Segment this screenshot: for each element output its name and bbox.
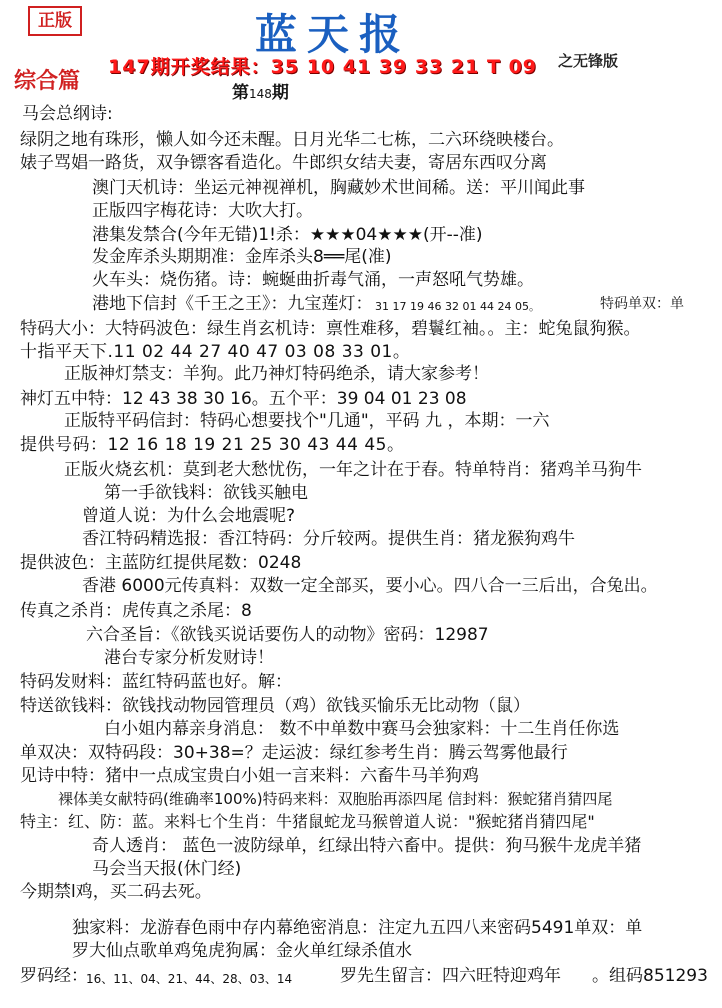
text-line: 16、11、04、21、44、28、03、14 — [86, 972, 293, 986]
issue-prefix: 第 — [232, 83, 249, 103]
text-line: 传真之杀肖：虎传真之杀尾：8 — [20, 601, 252, 621]
text-line: 。组码851293 — [592, 966, 708, 986]
text-line: 港地下信封《千王之王》：九宝莲灯： — [92, 294, 373, 314]
text-line: 正版特平码信封：特码心想要找个"几通"，平码 九 ，本期：一六 — [64, 411, 550, 431]
text-line: 裸体美女献特码(维确率100%)特码来料：双胞胎再添四尾 信封料：猴蛇猪肖猜四尾 — [58, 790, 613, 808]
text-line: 提供号码：12 16 18 19 21 25 30 43 44 45。 — [20, 435, 405, 455]
text-line: 正版四字梅花诗：大吹大打。 — [92, 201, 313, 221]
text-line: 马会当天报(休门经) — [92, 859, 242, 879]
newspaper-title: 蓝天报 — [255, 10, 412, 59]
text-line: 六合圣旨：《欲钱买说话要伤人的动物》密码：12987 — [86, 625, 489, 645]
text-line: 特码大小：大特码波色：绿生肖玄机诗：禀性难移，碧鬟红袖。。主：蛇兔鼠狗猴。 — [20, 319, 641, 339]
text-line: 今期禁l鸡，买二码去死。 — [20, 882, 212, 902]
text-line: 港集发禁合(今年无错)1!杀：★★★04★★★(开--准) — [92, 225, 483, 245]
text-line: 独家料：龙游春色雨中存内幕绝密消息：注定九五四八来密码5491单双：单 — [72, 918, 643, 938]
text-line: 神灯五中特：12 43 38 30 16。五个平：39 04 01 23 08 — [20, 389, 467, 409]
text-line: 发金库杀头期期准：金库杀头8══尾(准) — [92, 247, 392, 267]
text-line: 正版火烧玄机：莫到老大愁忧伤，一年之计在于春。特单特肖：猪鸡羊马狗牛 — [64, 460, 642, 480]
edition-label: 之无锋版 — [558, 52, 619, 70]
text-line: 罗大仙点歌单鸡兔虎狗属：金火单红绿杀值水 — [72, 941, 412, 961]
text-line: 火车头：烧伤猪。诗：蜿蜒曲折毒气涌，一声怒吼气势雄。 — [92, 270, 534, 290]
text-line: 马会总纲诗: — [22, 104, 113, 124]
text-line: 曾道人说：为什么会地震呢? — [82, 506, 296, 526]
text-line: 港台专家分析发财诗！ — [104, 648, 274, 668]
text-line: 见诗中特：猪中一点成宝贵白小姐一言来料：六畜牛马羊狗鸡 — [20, 766, 479, 786]
issue-number-value: 148 — [249, 87, 272, 101]
text-line: 31 17 19 46 32 01 44 24 05。 — [375, 300, 540, 313]
text-line: 香港 6000元传真料：双数一定全部买，要小心。四八合一三后出，合兔出。 — [82, 576, 658, 596]
issue-number — [232, 78, 289, 103]
text-line: 绿阴之地有珠形，懒人如今还未醒。日月光华二七栋，二六环绕映楼台。 — [20, 130, 564, 150]
text-line: 罗先生留言：四六旺特迎鸡年 — [340, 966, 561, 986]
edition-badge: 正版 — [28, 6, 82, 36]
text-line: 白小姐内幕亲身消息： 数不中单数中赛马会独家料：十二生肖任你选 — [104, 719, 620, 739]
text-line: 第一手欲钱料：欲钱买触电 — [104, 483, 308, 503]
text-line: 特主：红、防：蓝。来料七个生肖：牛猪鼠蛇龙马猴曾道人说："猴蛇猪肖猜四尾" — [20, 812, 595, 831]
text-line: 正版神灯禁支：羊狗。此乃神灯特码绝杀，请大家参考！ — [64, 364, 489, 384]
text-line: 单双决：双特码段：30+38=？走运波：绿红参考生肖：腾云驾雾他最行 — [20, 743, 568, 763]
text-line: 特送欲钱料：欲钱找动物园管理员（鸡）欲钱买愉乐无比动物（鼠） — [20, 696, 530, 716]
text-line: 罗码经： — [20, 966, 88, 986]
issue-suffix: 期 — [271, 83, 289, 103]
text-line: 澳门天机诗：坐运元神视禅机，胸藏妙术世间稀。送：平川闻此事 — [92, 178, 585, 198]
text-line: 特码单双：单 — [600, 296, 684, 312]
text-line: 婊子骂娼一路货，双争镖客看造化。牛郎织女结夫妻，寄居东西叹分离 — [20, 153, 547, 173]
text-line: 十指平天下.11 02 44 27 40 47 03 08 33 01。 — [20, 342, 411, 362]
text-line: 特码发财料：蓝红特码蓝也好。解： — [20, 672, 292, 692]
draw-result: 147期开奖结果：35 10 41 39 33 21 T 09 — [108, 56, 538, 78]
section-title: 综合篇 — [14, 69, 81, 94]
text-line: 奇人透肖： 蓝色一波防绿单，红绿出特六畜中。提供：狗马猴牛龙虎羊猪 — [92, 836, 642, 856]
text-line: 提供波色：主蓝防红提供尾数：0248 — [20, 553, 302, 573]
text-line: 香江特码精选报：香江特码：分斤较两。提供生肖：猪龙猴狗鸡牛 — [82, 529, 575, 549]
